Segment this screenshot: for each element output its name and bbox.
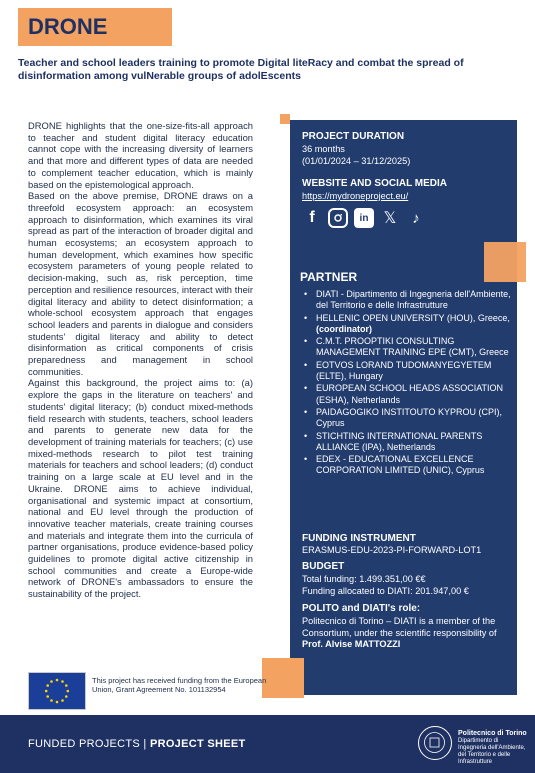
- partner-heading: PARTNER: [300, 270, 358, 284]
- partner-item: [302, 313, 512, 336]
- role-heading: POLITO and DIATI's role:: [302, 603, 421, 614]
- polito-logo-text: [458, 730, 528, 766]
- partner-item: • C.M.T. PROOPTIKI CONSULTING MANAGEMENT TRAINING EPE (CMT), Greece: [302, 336, 512, 359]
- project-subtitle: Teacher and school leaders training to promote Digital liteRacy and combat the spread of disinformation among vulNerable groups of adolEscents: [18, 57, 464, 82]
- partner-list: [302, 289, 512, 478]
- role-description: Politecnico di Torino – DIATI is a member of the Consortium, under the scientific responsibility of: [302, 616, 497, 638]
- budget-diati: Funding allocated to DIATI: 201.947,00 €: [302, 586, 469, 596]
- partner-item: • STICHTING INTERNATIONAL PARENTS ALLIANCE (IPA), Netherlands: [302, 431, 512, 454]
- social-icons: [302, 208, 426, 228]
- duration-heading: PROJECT DURATION: [302, 131, 405, 142]
- x-icon[interactable]: 𝕏: [383, 210, 397, 227]
- coordinator-label: (coordinator): [316, 323, 372, 334]
- duration-dates: (01/01/2024 – 31/12/2025): [302, 156, 411, 166]
- polito-logo-subtitle: Dipartimento di Ingegneria dell'Ambiente, del Territorio e delle Infrastrutture: [458, 738, 526, 765]
- linkedin-icon[interactable]: in: [354, 208, 374, 228]
- website-link[interactable]: https://mydroneproject.eu/: [302, 191, 409, 201]
- decor-square: [484, 242, 526, 282]
- budget-heading: BUDGET: [302, 561, 345, 572]
- eu-flag-logo: [28, 672, 86, 710]
- partner-item: • PAIDAGOGIKO INSTITOUTO KYPROU (CPI), Cyprus: [302, 407, 512, 430]
- footer-label-right: PROJECT SHEET: [149, 738, 246, 750]
- decor-square-small: [280, 114, 290, 124]
- description-paragraph-1: DRONE highlights that the one-size-fits-all approach to teacher and student digital literacy education cannot cope with the increasing diversity of learners and that more and different types of data are needed to complement teacher education, which is mainly based on the epistemological approach.: [28, 120, 253, 190]
- partner-item: • EOTVOS LORAND TUDOMANYEGYETEM (ELTE), Hungary: [302, 360, 512, 383]
- duration-months: 36 months: [302, 144, 345, 154]
- title-banner: [18, 8, 172, 46]
- partner-item: • DIATI - Dipartimento di Ingegneria dell'Ambiente, del Territorio e delle Infrastrutture: [302, 289, 512, 312]
- role-person: Prof. Alvise MATTOZZI: [302, 639, 401, 649]
- page-title: DRONE: [28, 14, 108, 39]
- funding-heading: FUNDING INSTRUMENT: [302, 533, 416, 544]
- partner-item: • EUROPEAN SCHOOL HEADS ASSOCIATION (ESHA), Netherlands: [302, 383, 512, 406]
- partner-item-text: HELLENIC OPEN UNIVERSITY (HOU), Greece,: [316, 312, 510, 323]
- footer-label: [28, 738, 246, 750]
- polito-logo-title: Politecnico di Torino: [458, 730, 527, 737]
- instagram-icon[interactable]: [328, 208, 348, 228]
- web-heading: WEBSITE AND SOCIAL MEDIA: [302, 178, 448, 189]
- description-paragraph-2: Based on the above premise, DRONE draws on a threefold ecosystem approach: an ecosystem approach to disinformation, which examines its viral spread as part of the interaction of broader digital and human ecosystems; an ecosystem approach to human development, which examines how specific ecosystem parameters of young people related to decision-making, such as, risk perception, time perception and resilience resources, interact with their digital literacy and ability to detect disinformation; a whole-school ecosystem approach that engages school leaders and parents in dialogue and considers students' digital literacy and ability to detect disinformation as critical components of crisis preparedness and management in school communities.: [28, 190, 253, 377]
- description-paragraph-3: Against this background, the project aims to: (a) explore the gaps in the literature on teachers' and students' digital literacy; (b) conduct mixed-methods field research with students, teachers, school leaders and parents to generate new data for the development of training materials for teachers; (c) use mixed-methods research to pilot test training materials for teachers and school leaders; (d) conduct training on a large scale at EU level and in the Ukraine. DRONE aims to achieve individual, organisational and systemic impact at consortium, national and EU level through the production of innovative teacher materials, create training courses and materials and integrate them into the curricula of partner organisations, produce evidence-based policy guidelines to promote digital active citizenship in school communities and create a Europe-wide network of DRONE's ambassadors to ensure the sustainability of the project.: [28, 377, 253, 600]
- polito-seal-logo: [418, 726, 452, 760]
- budget-total: Total funding: 1.499.351,00 €€: [302, 574, 426, 584]
- facebook-icon[interactable]: f: [309, 209, 315, 226]
- eu-funding-note: This project has received funding from the European Union, Grant Agreement No. 101132954: [92, 676, 267, 694]
- role-text: [302, 616, 512, 651]
- funding-value: ERASMUS-EDU-2023-PI-FORWARD-LOT1: [302, 545, 482, 555]
- project-description: [28, 120, 253, 600]
- footer-label-left: FUNDED PROJECTS |: [28, 738, 150, 750]
- tiktok-icon[interactable]: ♪: [412, 209, 420, 227]
- partner-item: • EDEX - EDUCATIONAL EXCELLENCE CORPORATION LIMITED (UNIC), Cyprus: [302, 454, 512, 477]
